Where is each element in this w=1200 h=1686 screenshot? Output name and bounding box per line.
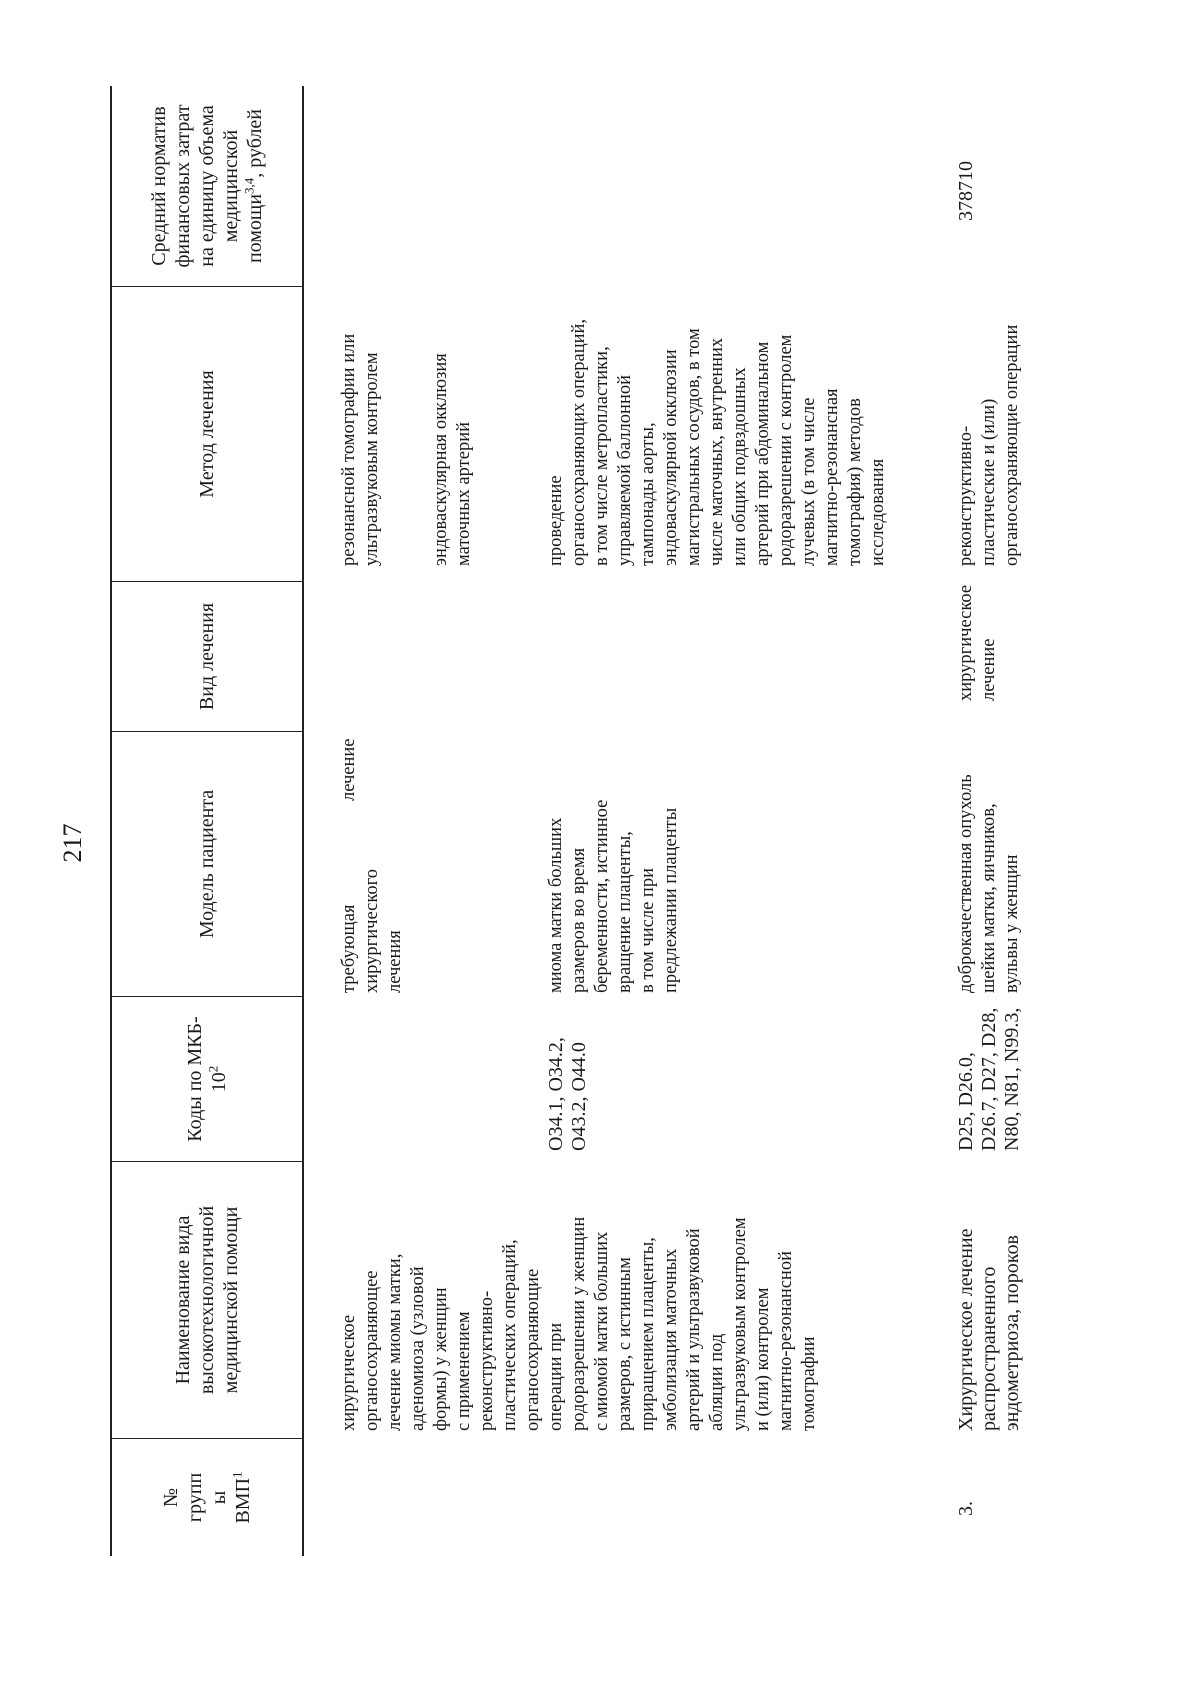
header-treatment-kind: Вид лечения <box>112 581 302 731</box>
row-treatment-kind: лечение <box>339 738 359 801</box>
row-icd-codes: D25, D26.0, D26.7, D27, D28, N80, N81, N99.3, <box>955 1007 1023 1151</box>
header-icd-codes: Коды по МКБ- $10^2$ <box>112 996 302 1161</box>
row-care-type-name: хирургическое органосохраняющее лечение миомы матки, аденомиоза (узловой формы) у женщин с применением реконструктивно- пластических операций, органосохраняющие операции при родоразрешении у женщин с миомой матки больших размеров, с истинным приращением плаценты, эмболизация маточных артерий и ультразвуковой абляции под ультразвуковым контролем и (или) контролем магнитно-резонансной томографии <box>339 1216 819 1431</box>
header-patient-model: Модель пациента <box>112 731 302 996</box>
table-header <box>110 86 304 1556</box>
row-patient-model: требующая хирургического лечения <box>339 868 405 993</box>
row-patient-model: миома матки больших размеров во время беременности, истинное вращение плаценты, в том числе при предлежании плаценты <box>546 799 681 993</box>
page-number: 217 <box>58 823 87 863</box>
header-treatment-method: Метод лечения <box>112 286 302 581</box>
row-icd-codes: O34.1, O34.2, O43.2, O44.0 <box>545 1037 590 1151</box>
row-treatment-method: резонансной томографии или ультразвуковым контролем эндоваскулярная окклюзия маточных артерий <box>339 333 474 566</box>
row-patient-model: доброкачественная опухоль шейки матки, яичников, вульвы у женщин <box>956 774 1022 993</box>
row-group-number: 3. <box>955 1501 977 1516</box>
row-treatment-method: проведение органосохраняющих операций, в том числе метропластики, управляемой баллонной тампонады аорты, эндоваскулярной окклюзии магистральных сосудов, в том числе маточных, внутренних или общих подвздошных артерий при абдоминальном родоразрешении с контролем лучевых (в том числе магнитно-резонансная томография) методов исследования <box>546 318 888 566</box>
row-average-cost: 378710 <box>955 161 977 221</box>
header-average-cost: Средний норматив финансовых затрат на единицу объема медицинской помощи$^{3,4}$, рублей <box>148 104 266 268</box>
header-group-number: № групп ы ВМП$^1$ <box>112 1438 302 1556</box>
row-treatment-method: реконструктивно- пластические и (или) органосохраняющие операции <box>956 324 1022 566</box>
header-care-type-name: Наименование вида высокотехнологичной медицинской помощи <box>112 1161 302 1438</box>
row-care-type-name: Хирургическое лечение распространенного эндометриоза, пороков <box>955 1228 1023 1431</box>
row-treatment-kind: хирургическое лечение <box>956 584 999 701</box>
